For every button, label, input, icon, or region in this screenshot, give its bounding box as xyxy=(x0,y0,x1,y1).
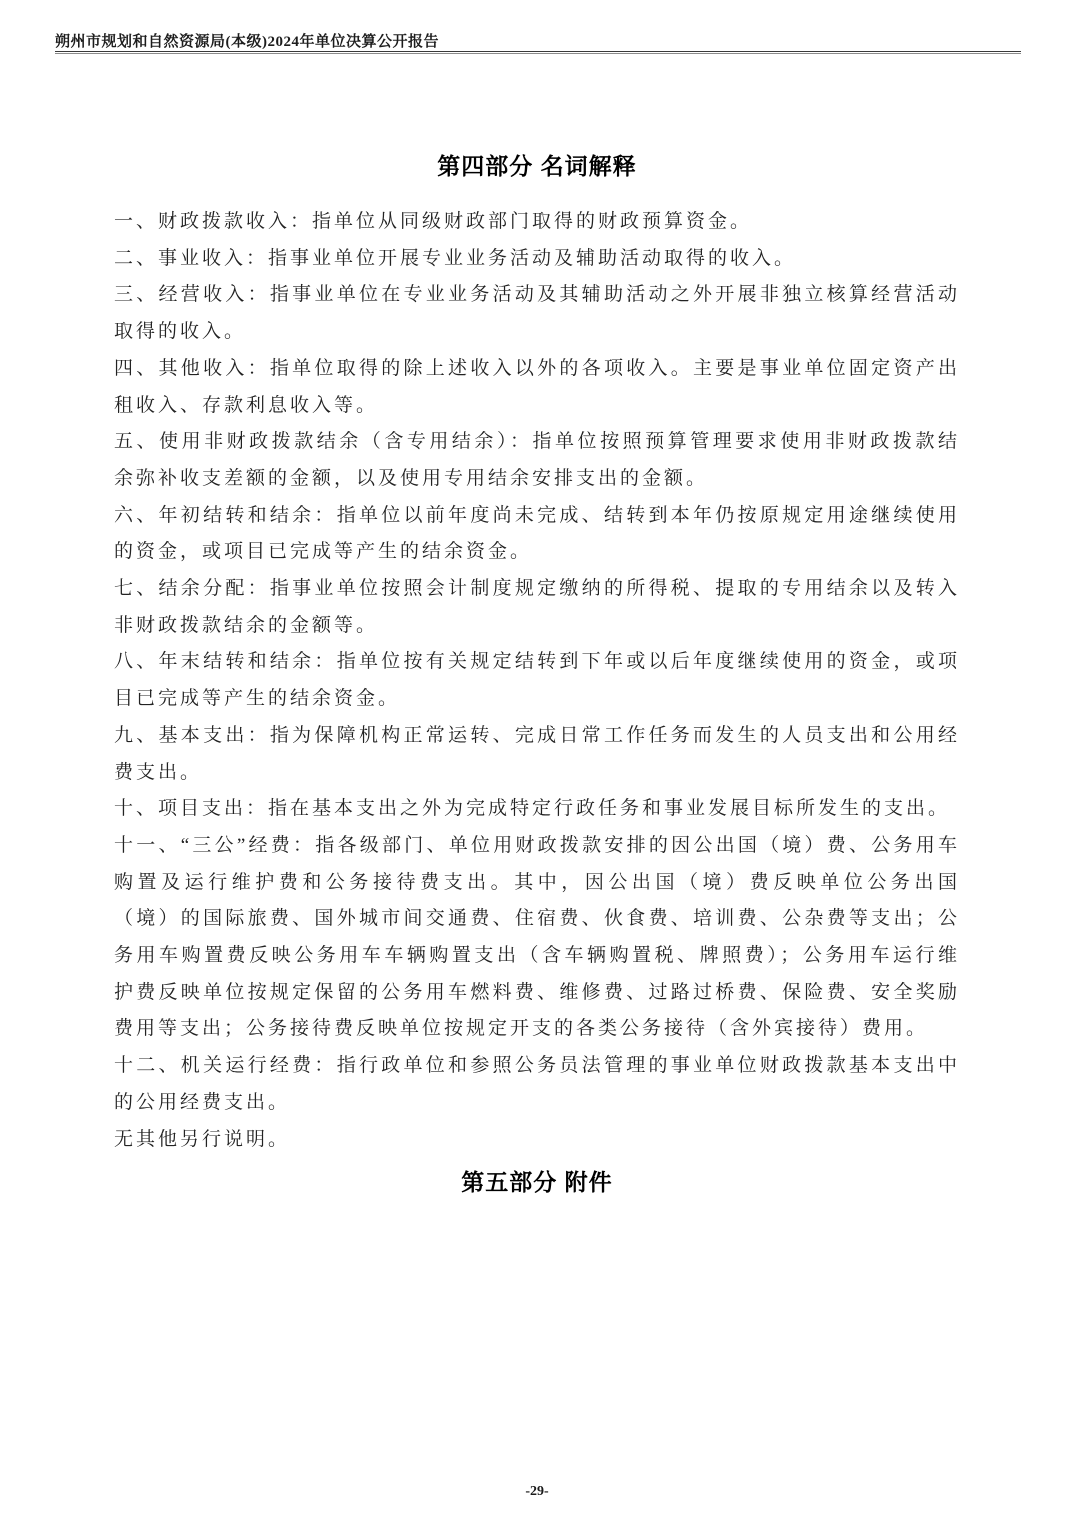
closing-note: 无其他另行说明。 xyxy=(114,1128,291,1150)
body-paragraph: 三、经营收入：指事业单位在专业业务活动及其辅助活动之外开展非独立核算经营活动取得的收入。 xyxy=(114,284,960,343)
body-paragraph: 七、结余分配：指事业单位按照会计制度规定缴纳的所得税、提取的专用结余以及转入非财政拨款结余的金额等。 xyxy=(114,578,960,636)
page-header-title: 朔州市规划和自然资源局(本级)2024年单位决算公开报告 xyxy=(55,34,439,50)
body-paragraph: 十二、机关运行经费：指行政单位和参照公务员法管理的事业单位财政拨款基本支出中的公用经费支出。 xyxy=(114,1055,960,1113)
body-paragraph: 十、项目支出：指在基本支出之外为完成特定行政任务和事业发展目标所发生的支出。 xyxy=(114,798,951,820)
body-paragraph: 九、基本支出：指为保障机构正常运转、完成日常工作任务而发生的人员支出和公用经费支出。 xyxy=(114,724,960,783)
header-divider xyxy=(55,51,1021,54)
section5-title: 第五部分 附件 xyxy=(461,1169,613,1196)
body-paragraph: 六、年初结转和结余：指单位以前年度尚未完成、结转到本年仍按原规定用途继续使用的资金，或项目已完成等产生的结余资金。 xyxy=(114,504,960,563)
document-body xyxy=(114,148,960,1200)
body-paragraph: 二、事业收入：指事业单位开展专业业务活动及辅助活动取得的收入。 xyxy=(114,247,797,269)
body-paragraph: 十一、“三公”经费：指各级部门、单位用财政拨款安排的因公出国（境）费、公务用车购置及运行维护费和公务接待费支出。其中，因公出国（境）费反映单位公务出国（境）的国际旅费、国外城市间交通费、住宿费、伙食费、培训费、公杂费等支出；公务用车购置费反映公务用车车辆购置支出（含车辆购置税、牌照费）；公务用车运行维护费反映单位按规定保留的公务用车燃料费、维修费、过路过桥费、保险费、安全奖励费用等支出；公务接待费反映单位按规定开支的各类公务接待（含外宾接待）费用。 xyxy=(114,834,960,1040)
page-number: -29- xyxy=(525,1484,549,1499)
section4-title: 第四部分 名词解释 xyxy=(437,153,637,179)
body-paragraph: 八、年末结转和结余：指单位按有关规定结转到下年或以后年度继续使用的资金，或项目已完成等产生的结余资金。 xyxy=(114,651,960,710)
body-paragraph: 四、其他收入：指单位取得的除上述收入以外的各项收入。主要是事业单位固定资产出租收入、存款利息收入等。 xyxy=(114,357,960,416)
body-paragraph: 一、财政拨款收入：指单位从同级财政部门取得的财政预算资金。 xyxy=(114,211,753,232)
body-paragraph: 五、使用非财政拨款结余（含专用结余）：指单位按照预算管理要求使用非财政拨款结余弥补收支差额的金额，以及使用专用结余安排支出的金额。 xyxy=(114,431,960,489)
